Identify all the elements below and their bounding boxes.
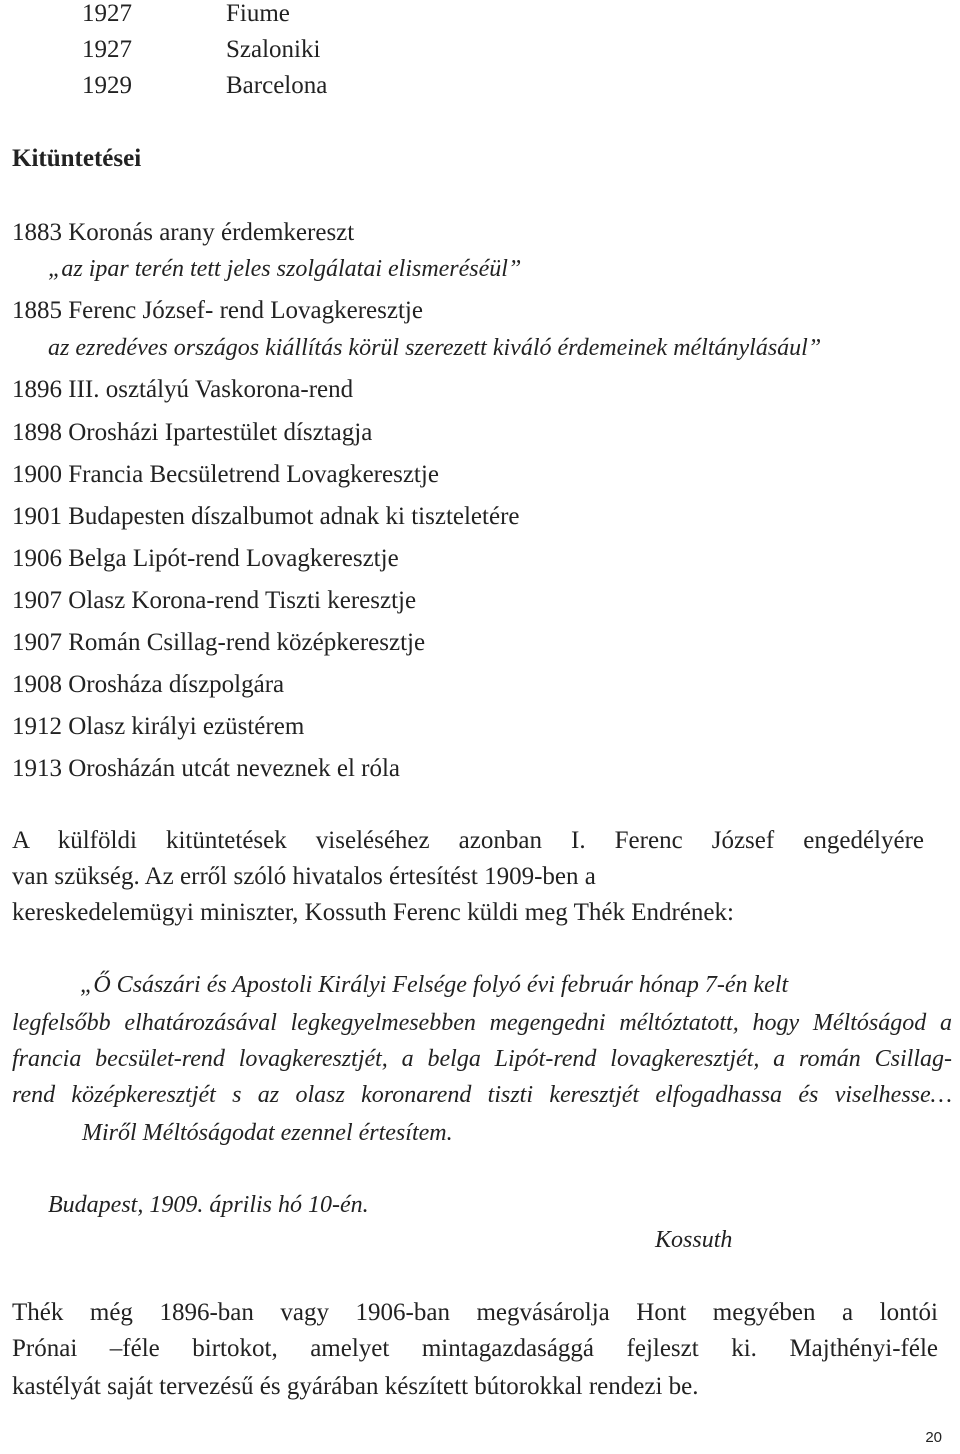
honor-item: 1907 Román Csillag-rend középkeresztje <box>12 629 426 656</box>
honor-item: 1883 Koronás arany érdemkereszt <box>12 219 355 246</box>
body-line: kereskedelemügyi miniszter, Kossuth Ferenc küldi meg Thék Endrének: <box>12 899 734 926</box>
letter-line: „Ő Császári és Apostoli Királyi Felsége folyó évi február hónap 7-én kelt <box>80 972 789 998</box>
travel-place: Barcelona <box>226 72 328 99</box>
body-line: Prónai –féle birtokot, amelyet mintagazdasággá fejleszt ki. Majthényi-féle <box>12 1335 938 1362</box>
travel-year: 1927 <box>82 0 132 27</box>
travel-year: 1927 <box>82 36 132 63</box>
letter-signature: Kossuth <box>655 1227 733 1253</box>
honor-item: 1901 Budapesten díszalbumot adnak ki tiszteletére <box>12 503 520 530</box>
letter-line: rend középkeresztjét s az olasz koronarend tiszti keresztjét elfogadhassa és viselhesse… <box>12 1082 952 1108</box>
travel-year: 1929 <box>82 72 132 99</box>
letter-line: Miről Méltóságodat ezennel értesítem. <box>82 1120 453 1146</box>
honor-item: 1912 Olasz királyi ezüstérem <box>12 713 305 740</box>
honor-quote: az ezredéves országos kiállítás körül szerezett kiváló érdemeinek méltánylásául” <box>48 335 822 361</box>
honor-item: 1913 Orosházán utcát neveznek el róla <box>12 755 401 782</box>
letter-date: Budapest, 1909. április hó 10-én. <box>48 1192 369 1218</box>
honor-item: 1896 III. osztályú Vaskorona-rend <box>12 376 354 403</box>
honor-item: 1898 Orosházi Ipartestület dísztagja <box>12 419 373 446</box>
body-line: A külföldi kitüntetések viseléséhez azonban I. Ferenc József engedélyére <box>12 827 924 854</box>
section-heading: Kitüntetései <box>12 145 142 172</box>
letter-line: francia becsület-rend lovagkeresztjét, a belga Lipót-rend lovagkeresztjét, a román Csillag- <box>12 1046 952 1072</box>
honor-item: 1907 Olasz Korona-rend Tiszti keresztje <box>12 587 417 614</box>
honor-item: 1885 Ferenc József- rend Lovagkeresztje <box>12 297 423 324</box>
letter-line: legfelsőbb elhatározásával legkegyelmesebben megengedni méltóztatott, hogy Méltóságod a <box>12 1010 952 1036</box>
travel-place: Fiume <box>226 0 290 27</box>
travel-place: Szaloniki <box>226 36 321 63</box>
body-line: Thék még 1896-ban vagy 1906-ban megvásárolja Hont megyében a lontói <box>12 1299 938 1326</box>
body-line: van szükség. Az erről szóló hivatalos értesítést 1909-ben a <box>12 863 596 890</box>
honor-item: 1908 Orosháza díszpolgára <box>12 671 285 698</box>
body-line: kastélyát saját tervezésű és gyárában készített bútorokkal rendezi be. <box>12 1373 699 1400</box>
page-number: 20 <box>925 1429 942 1446</box>
honor-item: 1906 Belga Lipót-rend Lovagkeresztje <box>12 545 399 572</box>
honor-quote: „az ipar terén tett jeles szolgálatai elismeréséül” <box>48 256 522 282</box>
honor-item: 1900 Francia Becsületrend Lovagkeresztje <box>12 461 439 488</box>
